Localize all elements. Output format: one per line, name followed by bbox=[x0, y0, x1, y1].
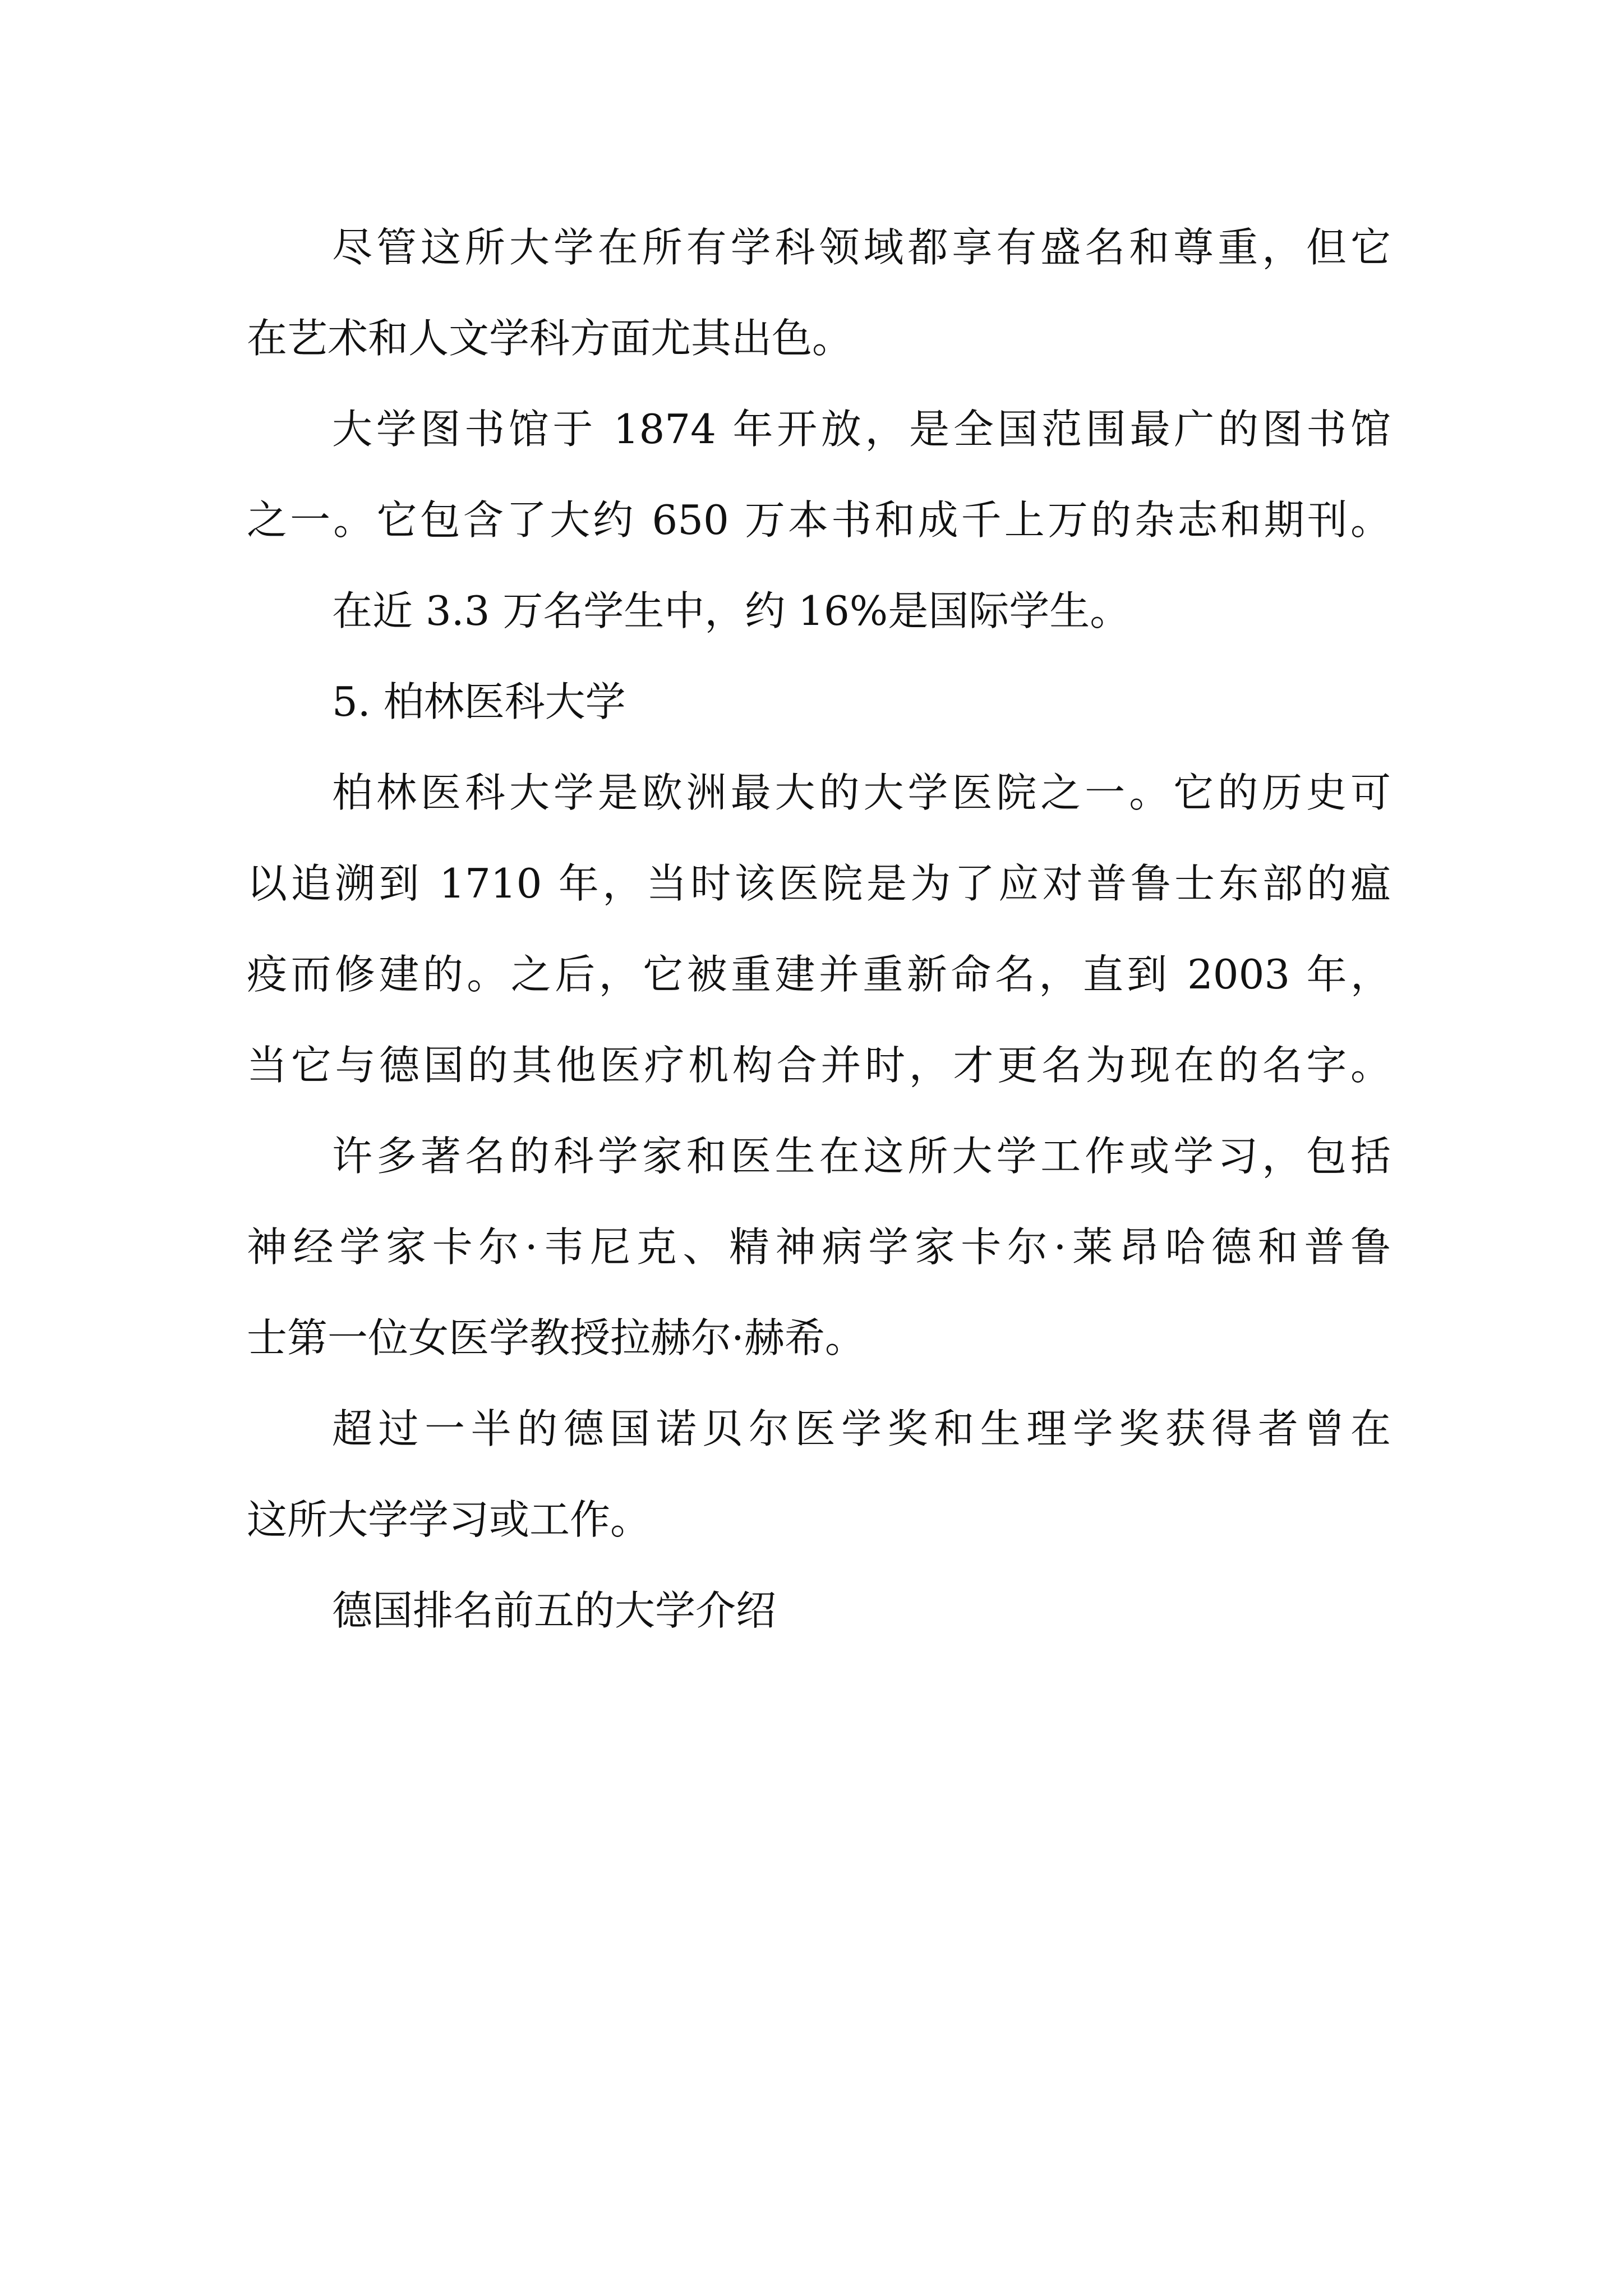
text-line: 许多著名的科学家和医生在这所大学工作或学习，包括 bbox=[332, 1133, 1391, 1180]
text-line: 德国排名前五的大学介绍 bbox=[332, 1587, 777, 1634]
body-text bbox=[247, 202, 1391, 1656]
paragraph-nobel bbox=[247, 1383, 1391, 1565]
text-line: 当它与德国的其他医疗机构合并时，才更名为现在的名字。 bbox=[247, 1042, 1391, 1089]
text-line: 士第一位女医学教授拉赫尔·赫希。 bbox=[247, 1314, 865, 1361]
text-line: 疫而修建的。之后，它被重建并重新命名，直到 2003 年， bbox=[247, 951, 1391, 998]
text-line: 在艺术和人文学科方面尤其出色。 bbox=[247, 315, 853, 362]
text-line: 超过一半的德国诺贝尔医学奖和生理学奖获得者曾在 bbox=[332, 1405, 1391, 1452]
text-line: 这所大学学习或工作。 bbox=[247, 1496, 651, 1543]
text-line: 之一。它包含了大约 650 万本书和成千上万的杂志和期刊。 bbox=[247, 496, 1391, 544]
paragraph-students bbox=[247, 565, 1391, 656]
section-heading-charite bbox=[247, 656, 1391, 747]
text-line: 5. 柏林医科大学 bbox=[332, 678, 626, 725]
text-line: 在近 3.3 万名学生中，约 16%是国际学生。 bbox=[332, 587, 1131, 634]
text-line: 大学图书馆于 1874 年开放，是全国范围最广的图书馆 bbox=[332, 406, 1391, 453]
paragraph-history bbox=[247, 747, 1391, 1111]
text-line: 以追溯到 1710 年，当时该医院是为了应对普鲁士东部的瘟 bbox=[247, 860, 1391, 907]
paragraph-library bbox=[247, 384, 1391, 565]
text-line: 神经学家卡尔·韦尼克、精神病学家卡尔·莱昂哈德和普鲁 bbox=[247, 1223, 1391, 1271]
paragraph-reputation bbox=[247, 202, 1391, 384]
text-line: 尽管这所大学在所有学科领域都享有盛名和尊重，但它 bbox=[332, 224, 1391, 271]
paragraph-scientists bbox=[247, 1111, 1391, 1383]
closing-title bbox=[247, 1565, 1391, 1656]
text-line: 柏林医科大学是欧洲最大的大学医院之一。它的历史可 bbox=[332, 769, 1391, 816]
